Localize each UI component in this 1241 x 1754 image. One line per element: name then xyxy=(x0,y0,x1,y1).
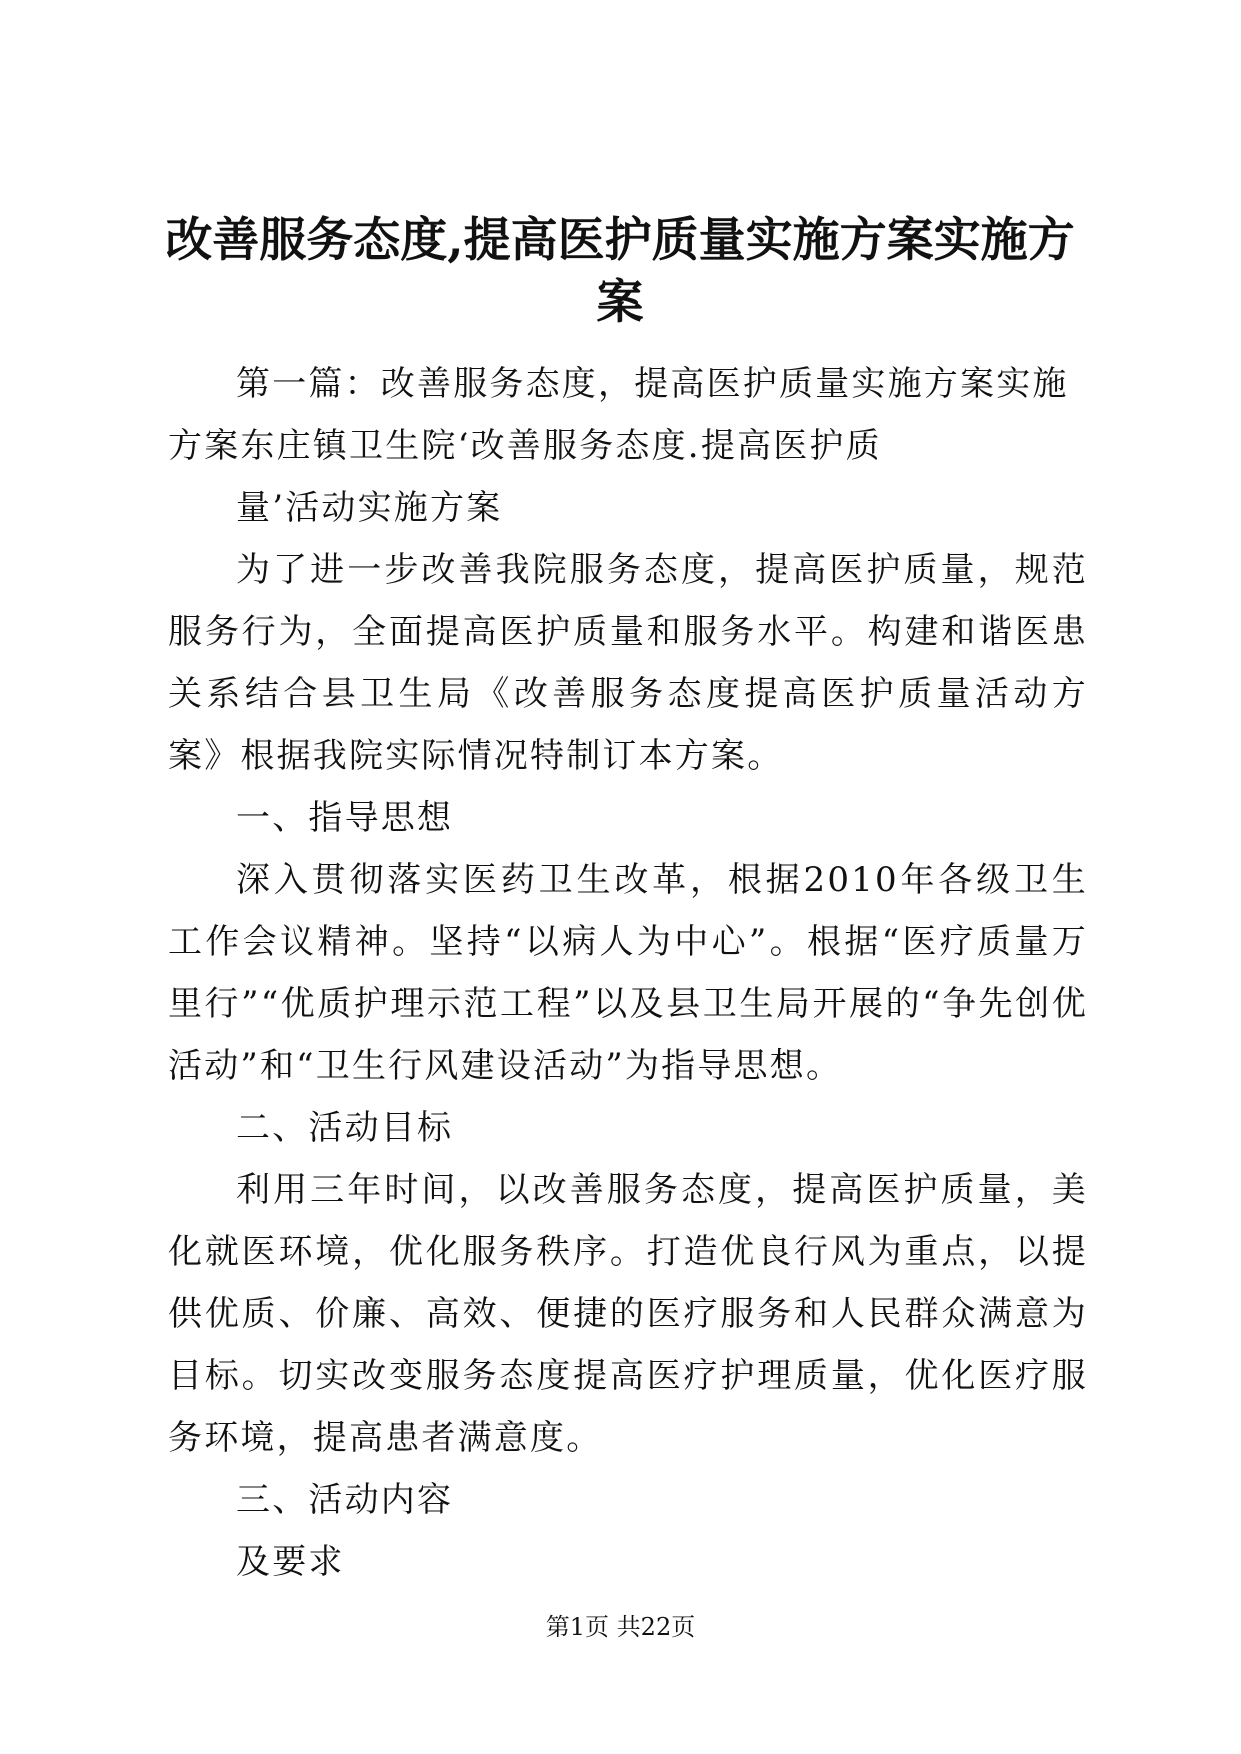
section-heading-guiding-thought: 一、指导思想 xyxy=(236,798,454,838)
paragraph-requirements: 及要求 xyxy=(236,1542,345,1582)
paragraph-intro: 第一篇：改善服务态度，提高医护质量实施方案实施方案东庄镇卫生院‘改善服务态度.提高医护质 xyxy=(168,364,1069,466)
page-footer: 第1页 共22页 xyxy=(545,1613,696,1641)
document-title xyxy=(160,210,1080,334)
document-body xyxy=(168,353,1088,1593)
paragraph-purpose: 为了进一步改善我院服务态度，提高医护质量，规范服务行为，全面提高医护质量和服务水平。构建和谐医患关系结合县卫生局《改善服务态度提高医护质量活动方案》根据我院实际情况特制订本方案。 xyxy=(168,550,1088,776)
title-line-1: 改善服务态度,提高医护质量实施方案实施方 xyxy=(165,213,1075,268)
paragraph-subtitle: 量’活动实施方案 xyxy=(236,488,503,528)
paragraph-goals: 利用三年时间，以改善服务态度，提高医护质量，美化就医环境，优化服务秩序。打造优良行风为重点，以提供优质、价廉、高效、便捷的医疗服务和人民群众满意为目标。切实改变服务态度提高医疗护理质量，优化医疗服务环境，提高患者满意度。 xyxy=(168,1170,1088,1458)
section-heading-content: 三、活动内容 xyxy=(236,1480,454,1520)
title-line-2: 案 xyxy=(596,275,644,330)
section-heading-goals: 二、活动目标 xyxy=(236,1108,454,1148)
paragraph-guiding-thought: 深入贯彻落实医药卫生改革，根据2010年各级卫生工作会议精神。坚持“以病人为中心”。根据“医疗质量万里行”“优质护理示范工程”以及县卫生局开展的“争先创优活动”和“卫生行风建设活动”为指导思想。 xyxy=(168,860,1088,1086)
